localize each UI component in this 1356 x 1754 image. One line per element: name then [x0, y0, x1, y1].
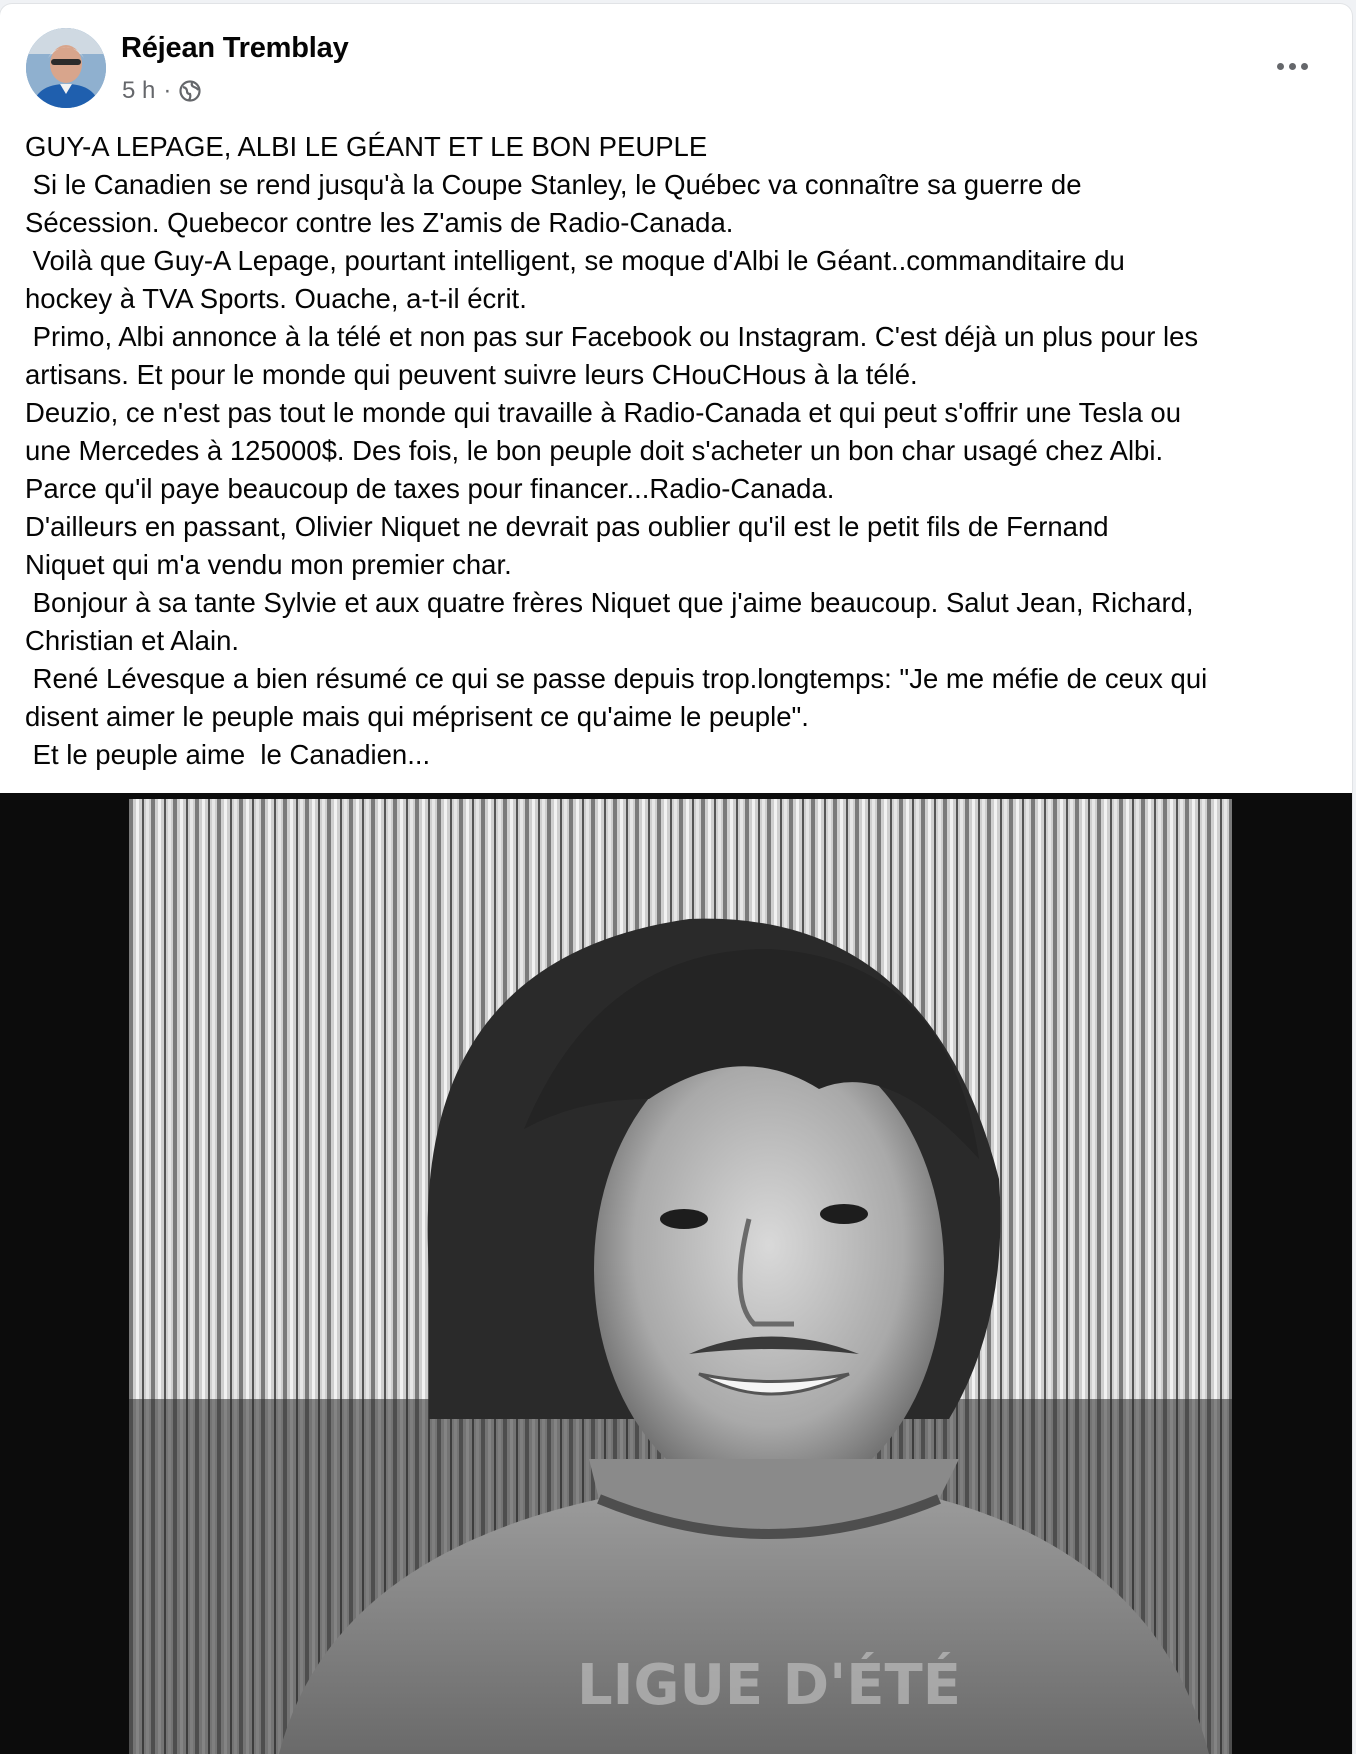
post-line: Primo, Albi annonce à la télé et non pas sur Facebook ou Instagram. C'est déjà un plus pour les: [25, 321, 1199, 352]
shirt-text: LIGUE D'ÉTÉ: [576, 1653, 962, 1718]
post-meta: [122, 76, 202, 106]
post-card: [0, 4, 1352, 1754]
post-line: Niquet qui m'a vendu mon premier char.: [25, 549, 512, 580]
post-line: Christian et Alain.: [25, 625, 239, 656]
post-line: une Mercedes à 125000$. Des fois, le bon peuple doit s'acheter un bon char usagé chez Albi.: [25, 435, 1164, 466]
post-line: D'ailleurs en passant, Olivier Niquet ne devrait pas oublier qu'il est le petit fils de Fernand: [25, 511, 1109, 542]
post-line: Et le peuple aime le Canadien...: [25, 739, 431, 770]
post-text: [25, 128, 1340, 774]
post-photo[interactable]: [0, 793, 1352, 1754]
post-line: Bonjour à sa tante Sylvie et aux quatre frères Niquet que j'aime beaucoup. Salut Jean, Richard,: [25, 587, 1194, 618]
post-line: Deuzio, ce n'est pas tout le monde qui travaille à Radio-Canada et qui peut s'offrir une Tesla ou: [25, 397, 1182, 428]
post-line: Sécession. Quebecor contre les Z'amis de Radio-Canada.: [25, 207, 734, 238]
post-time[interactable]: 5 h: [122, 77, 156, 104]
post-line: Parce qu'il paye beaucoup de taxes pour financer...Radio-Canada.: [25, 473, 835, 504]
globe-icon[interactable]: [178, 79, 202, 103]
post-line: GUY-A LEPAGE, ALBI LE GÉANT ET LE BON PEUPLE: [25, 131, 708, 162]
post-line: Voilà que Guy-A Lepage, pourtant intelligent, se moque d'Albi le Géant..commanditaire du: [25, 245, 1125, 276]
avatar-photo: [26, 28, 106, 108]
post-line: René Lévesque a bien résumé ce qui se passe depuis trop.longtemps: "Je me méfie de ceux qui: [25, 663, 1208, 694]
author-avatar[interactable]: [26, 28, 106, 108]
post-line: artisans. Et pour le monde qui peuvent suivre leurs CHouCHous à la télé.: [25, 359, 918, 390]
more-horizontal-icon[interactable]: [1270, 54, 1314, 78]
post-line: hockey à TVA Sports. Ouache, a-t-il écrit.: [25, 283, 527, 314]
post-line: Si le Canadien se rend jusqu'à la Coupe Stanley, le Québec va connaître sa guerre de: [25, 169, 1082, 200]
author-name[interactable]: Réjean Tremblay: [121, 32, 349, 64]
meta-separator: ·: [163, 77, 172, 104]
post-line: disent aimer le peuple mais qui méprisent ce qu'aime le peuple".: [25, 701, 809, 732]
post-header: [0, 4, 1352, 114]
photo-image[interactable]: [129, 799, 1232, 1754]
